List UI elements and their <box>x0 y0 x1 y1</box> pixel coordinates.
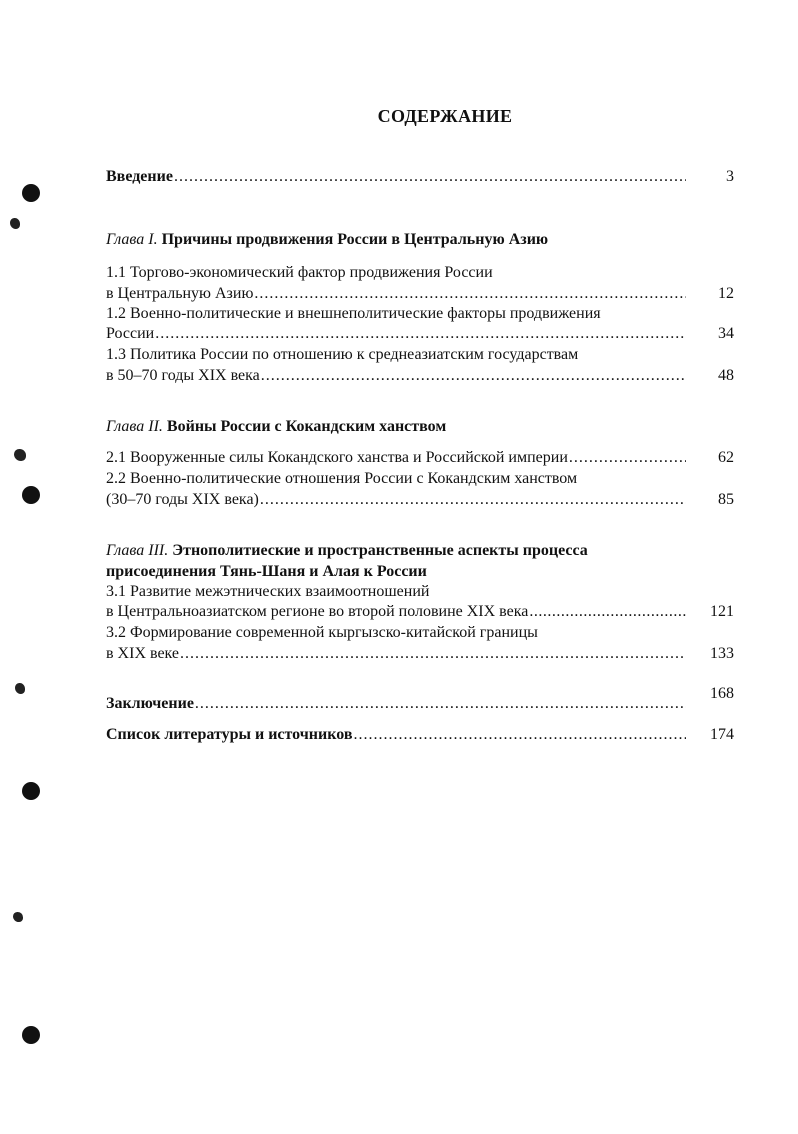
page-number: 34 <box>718 325 734 342</box>
page-number: 12 <box>718 285 734 302</box>
chapter-heading <box>106 540 588 562</box>
chapter-prefix: Глава I. <box>106 231 158 248</box>
page-number: 62 <box>718 449 734 466</box>
section-line: России <box>106 325 155 342</box>
punch-hole <box>22 1026 40 1044</box>
page-number: 48 <box>718 367 734 384</box>
dot-leader <box>259 489 686 511</box>
toc-entry-label: Заключение <box>106 695 194 712</box>
page-number: 121 <box>710 603 734 620</box>
chapter-heading <box>106 416 446 438</box>
section-line: 1.1 Торгово-экономический фактор продвижения России <box>106 264 493 281</box>
section-line: 1.2 Военно-политические и внешнеполитические факторы продвижения <box>106 305 601 322</box>
scan-speck <box>15 683 25 694</box>
page-number: 174 <box>710 726 734 743</box>
toc-entry-bibliography <box>106 724 686 746</box>
section-line: 1.3 Политика России по отношению к среднеазиатским государствам <box>106 346 579 363</box>
toc-entry-conclusion <box>106 693 686 715</box>
section-line: в Центральную Азию <box>106 285 254 302</box>
page-number: 168 <box>710 685 734 702</box>
punch-hole <box>22 782 40 800</box>
toc-entry-section <box>106 365 686 387</box>
section-line: в Центральноазиатском регионе во второй половине XIX века <box>106 603 529 620</box>
section-line: в 50–70 годы XIX века <box>106 367 260 384</box>
dot-leader <box>154 323 686 345</box>
section-line: в XIX веке <box>106 645 180 662</box>
dot-leader <box>528 601 686 623</box>
toc-entry-section <box>106 643 686 665</box>
section-line: 2.1 Вооруженные силы Кокандского ханства и Российской империи <box>106 449 568 466</box>
scan-speck <box>13 912 23 922</box>
toc-entry-section <box>106 601 686 623</box>
toc-entry-label: Введение <box>106 168 173 185</box>
toc-entry-label: Список литературы и источников <box>106 726 353 743</box>
dot-leader <box>179 643 686 665</box>
toc-entry-section <box>106 283 686 305</box>
page-title: СОДЕРЖАНИЕ <box>377 106 513 126</box>
dot-leader <box>568 447 686 469</box>
scan-speck <box>10 218 20 229</box>
toc-entry-section <box>106 323 686 345</box>
section-line: 2.2 Военно-политические отношения России с Кокандским ханством <box>106 470 578 487</box>
page-number: 3 <box>726 168 734 185</box>
chapter-title: Войны России с Кокандским ханством <box>166 418 447 435</box>
page-number: 85 <box>718 491 734 508</box>
page-number: 133 <box>710 645 734 662</box>
toc-entry-section <box>106 489 686 511</box>
chapter-prefix: Глава II. <box>106 418 163 435</box>
dot-leader <box>253 283 686 305</box>
punch-hole <box>22 486 40 504</box>
punch-hole <box>22 184 40 202</box>
chapter-prefix: Глава III. <box>106 542 169 559</box>
scan-speck <box>14 449 26 461</box>
dot-leader <box>260 365 686 387</box>
section-line: 3.2 Формирование современной кыргызско-китайской границы <box>106 624 538 641</box>
dot-leader <box>352 724 686 746</box>
section-line: (30–70 годы XIX века) <box>106 491 259 508</box>
toc-entry-intro <box>106 166 686 188</box>
section-line: 3.1 Развитие межэтнических взаимоотношений <box>106 583 430 600</box>
dot-leader <box>173 166 686 188</box>
toc-entry-section <box>106 447 686 469</box>
dot-leader <box>194 693 686 715</box>
chapter-title-continued: присоединения Тянь-Шаня и Алая к России <box>106 563 427 580</box>
chapter-title: Причины продвижения России в Центральную Азию <box>161 231 549 248</box>
chapter-heading <box>106 229 548 251</box>
chapter-title: Этнополитиеские и пространственные аспекты процесса <box>172 542 588 559</box>
